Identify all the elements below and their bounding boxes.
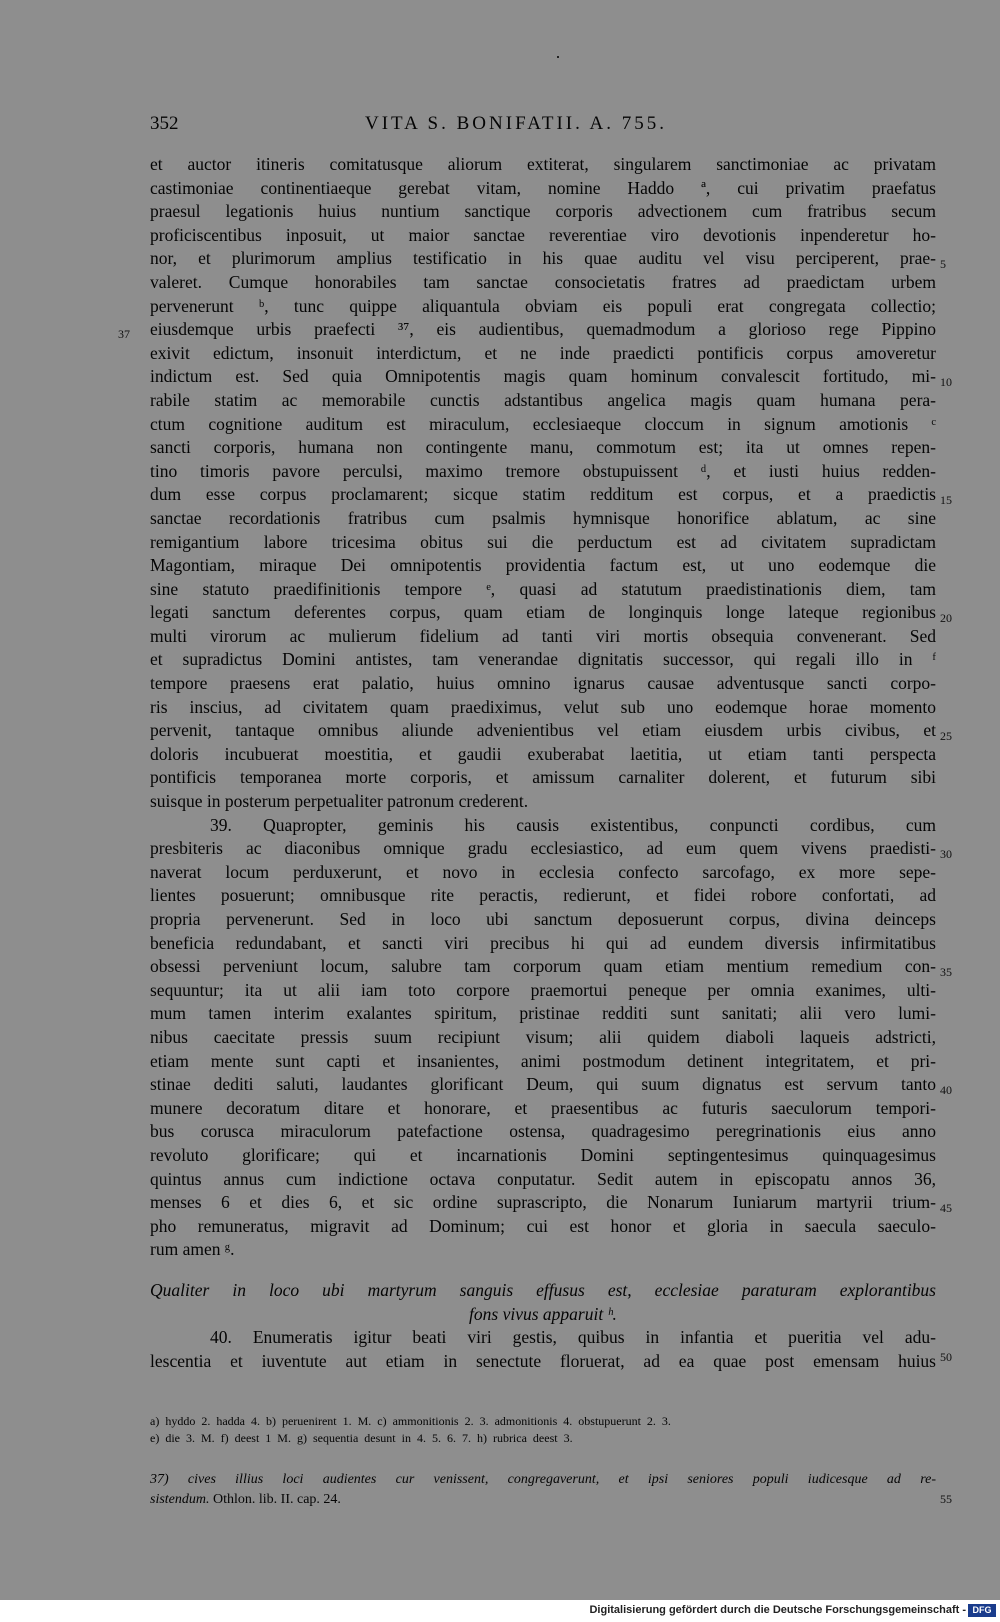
running-title: VITA S. BONIFATII. A. 755. [365,113,668,134]
text-line: dum esse corpus proclamarent; sicque statim redditum est corpus, et a praedictis [150,484,936,505]
text-line: remigantium labore tricesima obitus sui die perductum est ad civitatem supradictam [150,531,936,552]
apparatus-row: a) hyddo 2. hadda 4. b) peruenirent 1. M. c) ammonitionis 2. 3. admonitionis 4. obstupuerunt 2. 3. [150,1414,671,1428]
text-line: et supradictus Domini antistes, tam venerandae dignitatis successor, qui regali illo in ᶠ [150,649,936,670]
line-number: 5 [940,257,946,271]
text-line: obsessi perveniunt locum, salubre tam corporum quam etiam mentium remedium con- [150,956,936,977]
note-37-text: 37) cives illius loci audientes cur venissent, congregaverunt, et ipsi seniores populi iudicesque ad re- [150,1472,936,1487]
text-line: Magontiam, miraque Dei omnipotentis providentia factum est, ut uno eodemque die [150,555,936,576]
chapter-39-start: 39. Quapropter, geminis his causis existentibus, conpuncti cordibus, cum [210,814,936,835]
text-line: lientes posuerunt; omnibusque rite peractis, redierunt, et fidei robore confortati, ad [150,885,936,906]
critical-apparatus [150,1413,936,1447]
marginal-note-number: 37 [118,327,130,341]
text-line: multi virorum ac mulierum fidelium ad tanti viri mortis obsequia convenerant. Sed [150,625,936,646]
rubric-heading: Qualiter in loco ubi martyrum sanguis effusus est, ecclesiae paraturam explorantibus [150,1279,936,1300]
line-number: 20 [940,611,952,625]
note-37-text-cont: sistendum. [150,1492,210,1507]
text-line: propria pervenerunt. Sed in loco ubi sanctum deposuerunt corpus, divina deinceps [150,909,936,929]
text-line: ctum cognitione auditum est miraculum, ecclesiaeque cloccum in signum amotionis ᶜ [150,413,936,434]
text-line: revoluto glorificare; qui et incarnationis Domini septingentesimus quinquagesimus [150,1144,936,1165]
text-line: presbiteris ac diaconibus omnique gradu ecclesiastico, ad eum quem vivens praedisti- [150,838,936,859]
text-line: nibus caecitate pressis suum recipiunt visum; alii quidem diaboli laqueis adstricti, [150,1026,936,1047]
line-number: 30 [940,847,952,861]
line-number: 40 [940,1083,952,1097]
text-line: beneficia redundabant, et sancti viri precibus hi qui ad eundem diversis infirmitatibus [150,932,936,953]
line-number: 50 [940,1350,952,1364]
text-line: munere decoratum ditare et honorare, et praesentibus ac futuris saeculorum tempori- [150,1097,936,1118]
funding-notice: Digitalisierung gefördert durch die Deutsche Forschungsgemeinschaft - [589,1604,966,1616]
line-number: 35 [940,965,952,979]
text-line: pho remuneratus, migravit ad Dominum; cui est honor et gloria in saecula saeculo- [150,1215,936,1236]
text-line: lescentia et iuventute aut etiam in senectute floruerat, ad ea quae post emensam huius [150,1350,936,1371]
text-line: quintus annus cum indictione octava conputatur. Sedit autem in episcopatu annos 36, [150,1168,936,1189]
text-line: legati sanctum deferentes corpus, quam etiam de longinquis longe lateque regionibus [150,602,936,623]
text-line: menses 6 et dies 6, et sic ordine suprascripto, die Nonarum Iuniarum martyrii trium- [150,1192,936,1213]
dfg-logo-icon: DFG [968,1604,996,1617]
text-line: mum tamen interim exalantes spiritum, pristinae redditi sunt sanitati; alii vero lumi- [150,1003,936,1024]
text-line: et auctor itineris comitatusque aliorum extiterat, singularem sanctimoniae ac privatam [150,154,936,174]
text-line: naverat locum perduxerunt, et novo in ecclesia confecto sarcofago, ex more sepe- [150,861,936,882]
main-text [150,153,936,1373]
note-37-source: Othlon. lib. II. cap. 24. [213,1492,341,1507]
text-line: valeret. Cumque honorabiles tam sanctae consocietatis fratres ad praedictam urbem [150,271,936,292]
text-line: bus corusca miraculorum patefactione ostensa, quadragesimo peregrinationis eius anno [150,1121,936,1142]
chapter-40-start: 40. Enumeratis igitur beati viri gestis, quibus in infantia et pueritia vel adu- [210,1327,936,1348]
text-line: sequuntur; ita ut alii iam toto corpore praemortui peneque per omnia exanimes, ulti- [150,979,936,1000]
text-line: castimoniae continentiaeque gerebat vitam, nomine Haddo ª, cui privatim praefatus [150,177,936,198]
line-number: 55 [940,1492,952,1506]
text-line: pervenit, tantaque omnibus aliunde advenientibus vel etiam eiusdem urbis civibus, et [150,720,936,741]
line-number: 10 [940,375,952,389]
text-line: rabile statim ac memorabile cunctis adstantibus angelica magis quam humana pera- [150,389,936,410]
text-line: eiusdemque urbis praefecti ³⁷, eis audientibus, quemadmodum a glorioso rege Pippino [150,319,936,340]
scan-speck [557,56,559,58]
text-line: stinae dediti saluti, laudantes glorificant Deum, qui suum dignatus est servum tanto [150,1074,936,1095]
digitization-footer [0,1600,1000,1622]
text-line: rum amen ᵍ. [150,1239,235,1260]
text-line: nor, et plurimorum amplius testificatio in his quae auditu vel visu perciperent, prae- [150,248,936,269]
text-line: pontificis temporanea morte corporis, et amissum carnaliter dolerent, et futurum sibi [150,767,936,788]
line-number: 45 [940,1201,952,1215]
text-line: exivit edictum, insonuit interdictum, et ne inde praedicti pontificis corpus amoveretur [150,342,936,363]
text-line: tino timoris pavore perculsi, maximo tremore obstupuissent ᵈ, et iusti huius redden- [150,460,936,481]
text-line: suisque in posterum perpetualiter patronum crederent. [150,791,529,812]
text-line: sanctae recordationis fratribus cum psalmis hymnisque honorifice ablatum, ac sine [150,507,936,528]
line-number: 15 [940,493,952,507]
text-line: pervenerunt ᵇ, tunc quippe aliquantula obviam eis populi erat congregata collectio; [150,295,936,316]
text-line: indictum est. Sed quia Omnipotentis magis quam hominum convalescit fortitudo, mi- [150,366,936,387]
text-line: sine statuto praedifinitionis tempore ᵉ, quasi ad statutum praedistinationis diem, tam [150,578,936,599]
text-line: praesul legationis huius nuntium sanctique corporis advectionem cum fratribus secum [150,201,936,222]
text-line: doloris incubuerat moestitia, et gaudii exuberabat laetitia, ut etiam tanti perspecta [150,743,936,764]
text-line: sancti corporis, humana non contingente manu, commotum est; ita ut omnes repen- [150,437,936,458]
text-line: etiam mente sunt capti et insanientes, animi postmodum detinent integritatem, et pri- [150,1050,936,1071]
rubric-heading-line2: fons vivus apparuit ʰ. [469,1303,617,1324]
page-header [150,113,936,143]
page-number: 352 [150,113,179,134]
historical-note [150,1470,936,1510]
text-line: proficiscentibus inposuit, ut maior sanctae reverentiae viro devotionis inpenderetur ho- [150,224,936,245]
text-line: tempore praesens erat palatio, huius omnino ignarus causae adventusque sancti corpo- [150,673,936,694]
apparatus-row: e) die 3. M. f) deest 1 M. g) sequentia desunt in 4. 5. 6. 7. h) rubrica deest 3. [150,1431,573,1445]
line-number: 25 [940,729,952,743]
text-line: ris inscius, ad civitatem quam praediximus, velut sub uno eodemque horae momento [150,696,936,717]
